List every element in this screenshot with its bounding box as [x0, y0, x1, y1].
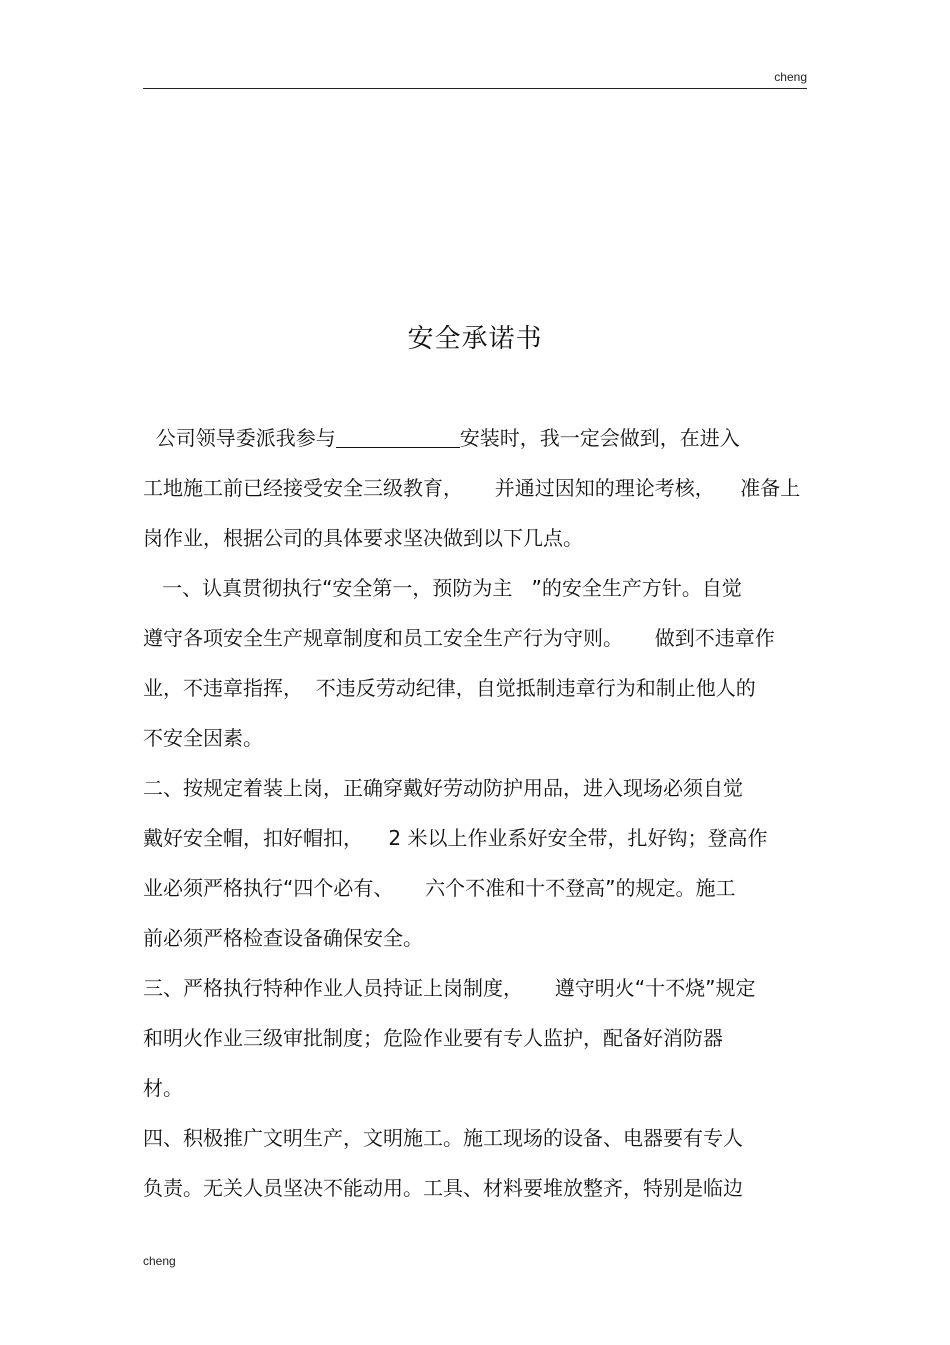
header-rule [143, 88, 807, 89]
clause-3-line: 三、严格执行特种作业人员持证上岗制度， 遵守明火“十不烧”规定 [143, 976, 756, 1000]
fill-in-blank [336, 427, 460, 448]
clause-1-line: 业，不违章指挥， 不违反劳动纪律，自觉抵制违章行为和制止他人的 [143, 676, 756, 700]
document-title: 安全承诺书 [407, 324, 543, 354]
clause-4-line: 四、积极推广文明生产，文明施工。施工现场的设备、电器要有专人 [143, 1126, 743, 1150]
clause-2-line: 二、按规定着装上岗，正确穿戴好劳动防护用品，进入现场必须自觉 [143, 776, 743, 800]
clause-4-line: 负责。无关人员坚决不能动用。工具、材料要堆放整齐，特别是临边 [143, 1176, 743, 1200]
intro-line-1-start: 公司领导委派我参与 [143, 426, 336, 450]
clause-1-line: 不安全因素。 [143, 726, 263, 750]
clause-2-line: 前必须严格检查设备确保安全。 [143, 926, 423, 950]
clause-3-line: 和明火作业三级审批制度；危险作业要有专人监护，配备好消防器 [143, 1026, 723, 1050]
page-header-text: cheng [774, 70, 807, 84]
clause-2-line: 戴好安全帽，扣好帽扣， 2 米以上作业系好安全带，扎好钩；登高作 [143, 826, 768, 850]
clause-3-line: 材。 [143, 1076, 183, 1100]
intro-line-1 [143, 422, 740, 451]
page-footer-text: cheng [143, 1254, 176, 1268]
intro-line-3: 岗作业，根据公司的具体要求坚决做到以下几点。 [143, 526, 583, 550]
intro-line-1-end: 安装时，我一定会做到，在进入 [459, 426, 740, 450]
clause-2-line: 业必须严格执行“四个必有、 六个不准和十不登高”的规定。施工 [143, 876, 736, 900]
clause-1-line: 遵守各项安全生产规章制度和员工安全生产行为守则。 做到不违章作 [143, 626, 775, 650]
intro-line-2: 工地施工前已经接受安全三级教育， 并通过因知的理论考核， 准备上 [143, 476, 801, 500]
clause-1-line: 一、认真贯彻执行“安全第一，预防为主 ”的安全生产方针。自觉 [143, 576, 742, 600]
